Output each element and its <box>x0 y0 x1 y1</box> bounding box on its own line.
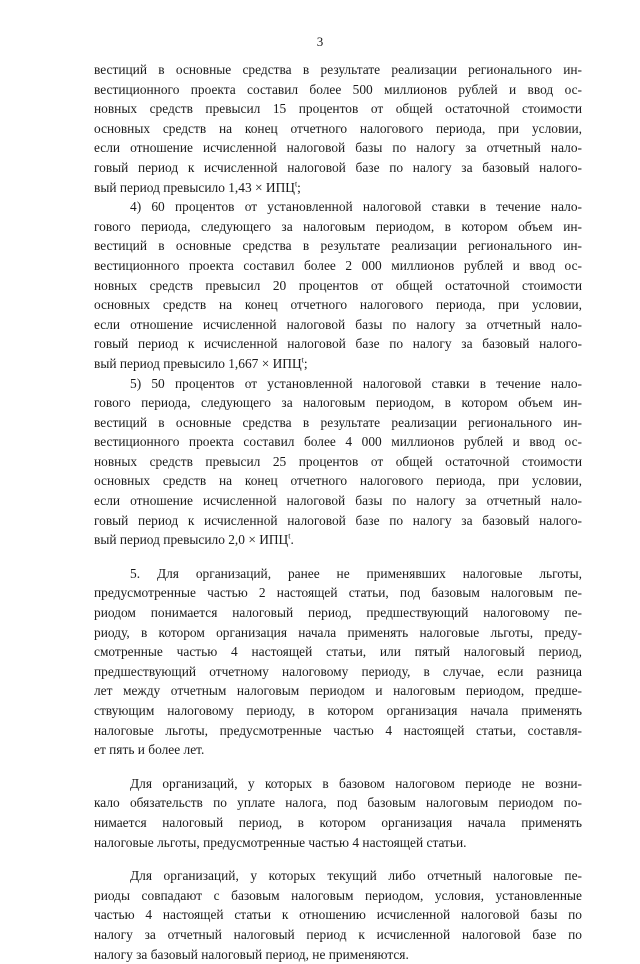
text-line: основных средств на конец отчетного налогового периода, при условии, <box>94 297 582 313</box>
paragraph-section-5 <box>94 564 582 760</box>
paragraph-item-5 <box>94 374 582 550</box>
text-line: говый период к исчисленной налоговой базе по налогу за базовый налого- <box>94 336 582 352</box>
paragraph-same-period <box>94 866 582 964</box>
document-body <box>94 60 582 964</box>
text-line: предусмотренные частью 2 настоящей статьи, под базовым налоговым пе- <box>94 585 582 601</box>
text-line: если отношение исчисленной налоговой базы по налогу за отчетный нало- <box>94 316 582 332</box>
text-line: предшествующий отчетному налоговому периоду, в случае, если разница <box>94 663 582 679</box>
text-line: частью 4 настоящей статьи к отношению исчисленной налоговой базы по <box>94 907 582 923</box>
text-line: Для организаций, у которых в базовом налоговом периоде не возни- <box>130 775 582 791</box>
text-line: налоговые льготы, предусмотренные частью 4 настоящей статьи. <box>94 834 467 850</box>
paragraph-item-4 <box>94 197 582 373</box>
text-line: основных средств на конец отчетного налогового периода, при условии, <box>94 473 582 489</box>
text-line: налоговые льготы, предусмотренные частью 4 настоящей статьи, составля- <box>94 722 582 738</box>
text-line: Для организаций, у которых текущий либо отчетный налоговые пе- <box>130 868 582 884</box>
text-line: новных средств превысил 25 процентов от общей остаточной стоимости <box>94 453 582 469</box>
text-line: налогу за отчетный налоговый период к исчисленной налоговой базе по <box>94 926 582 942</box>
text-line: вестиций в основные средства в результате реализации регионального ин- <box>94 62 582 77</box>
text-line: вый период превысило $1,667 \times ИПЦ^t$; <box>94 355 308 371</box>
text-line: 5) 50 процентов от установленной налоговой ставки в течение нало- <box>130 375 582 391</box>
text-line: нимается налоговый период, в котором организация начала применять <box>94 814 582 830</box>
paragraph-gap <box>94 550 582 564</box>
text-line: вестиционного проекта составил более 2 000 миллионов рублей и ввод ос- <box>94 257 582 273</box>
paragraph-gap <box>94 760 582 774</box>
text-line: 5. Для организаций, ранее не применявших налоговые льготы, <box>130 565 582 581</box>
text-line: вый период превысило $2,0 \times ИПЦ^t$. <box>94 531 294 548</box>
text-line: новных средств превысил 15 процентов от общей остаточной стоимости <box>94 101 582 117</box>
text-line: гового периода, следующего за налоговым периодом, в котором объем ин- <box>94 395 582 411</box>
text-line: риодом понимается налоговый период, предшествующий налоговому пе- <box>94 605 582 621</box>
text-line: смотренные частью 4 настоящей статьи, или пятый налоговый период, <box>94 644 582 660</box>
text-line: 4) 60 процентов от установленной налоговой ставки в течение нало- <box>130 199 582 215</box>
text-line: основных средств на конец отчетного налогового периода, при условии, <box>94 120 582 136</box>
paragraph-no-obligations <box>94 774 582 852</box>
text-line: риоды совпадают с базовым налоговым периодом, условия, установленные <box>94 887 582 903</box>
text-line: если отношение исчисленной налоговой базы по налогу за отчетный нало- <box>94 140 582 156</box>
text-line: вый период превысило $1,43 \times ИПЦ^t$; <box>94 179 301 195</box>
text-line: вестиций в основные средства в результате реализации регионального ин- <box>94 414 582 430</box>
text-line: ствующим налоговому периоду, в котором организация начала применять <box>94 703 582 718</box>
text-line: вестиционного проекта составил более 500 миллионов рублей и ввод ос- <box>94 81 582 97</box>
text-line: вестиций в основные средства в результате реализации регионального ин- <box>94 238 582 254</box>
text-line: кало обязательств по уплате налога, под базовым налоговым периодом по- <box>94 795 582 811</box>
text-line: ет пять и более лет. <box>94 742 205 758</box>
text-line: риоду, в котором организация начала применять налоговые льготы, преду- <box>94 624 582 640</box>
text-line: говый период к исчисленной налоговой базе по налогу за базовый налого- <box>94 159 582 175</box>
page-number: 3 <box>316 34 324 49</box>
text-line: гового периода, следующего за налоговым периодом, в котором объем ин- <box>94 218 582 234</box>
paragraph-continuation <box>94 60 582 197</box>
paragraph-gap <box>94 852 582 866</box>
text-line: если отношение исчисленной налоговой базы по налогу за отчетный нало- <box>94 493 582 509</box>
text-line: налогу за базовый налоговый период, не применяются. <box>94 946 409 962</box>
text-line: лет между отчетным налоговым периодом и налоговым периодом, предше- <box>94 683 582 699</box>
text-line: говый период к исчисленной налоговой базе по налогу за базовый налого- <box>94 512 582 528</box>
text-line: новных средств превысил 20 процентов от общей остаточной стоимости <box>94 277 582 293</box>
text-line: вестиционного проекта составил более 4 000 миллионов рублей и ввод ос- <box>94 434 582 450</box>
